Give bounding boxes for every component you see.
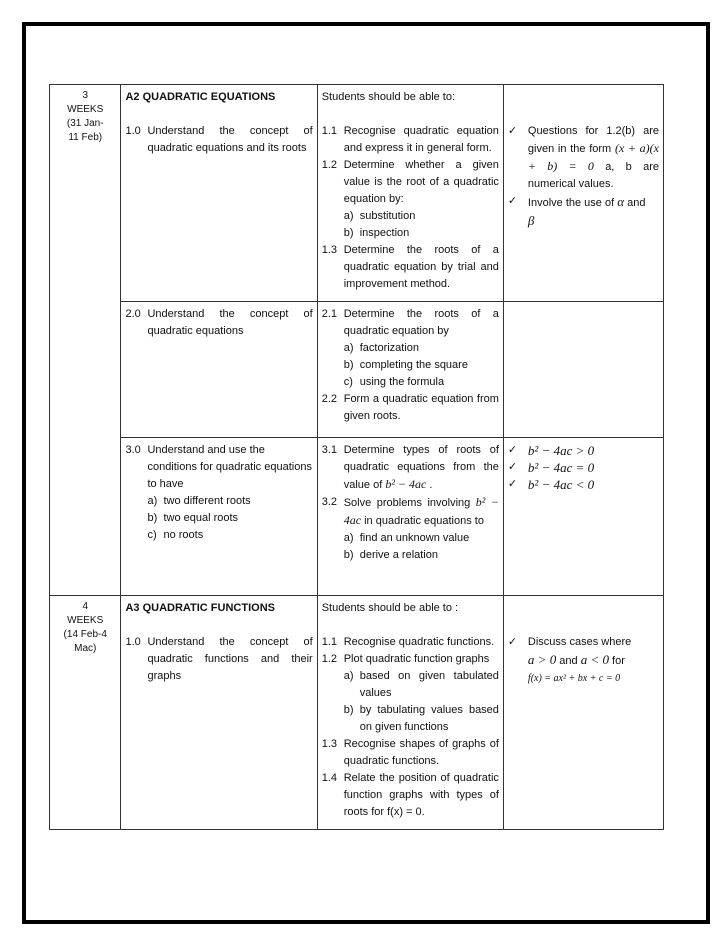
outcome-item: 1.2 Determine whether a given value is the root of a quadratic equation by: a) substitution b) inspection xyxy=(321,159,499,239)
table-row xyxy=(50,302,664,438)
week-dates: (14 Feb-4 Mac) xyxy=(63,629,107,654)
outcome-item: 2.1 Determine the roots of a quadratic equation by a) factorization b) completing the square c) using the formula xyxy=(321,308,499,388)
outcome-item: 1.2 Plot quadratic function graphs a) based on given tabulated values b) by tabulating values based on given functions xyxy=(321,653,499,733)
outcomes-cell xyxy=(317,438,503,596)
outcome-item: 3.2 Solve problems involving b² − 4ac in quadratic equations to a) find an unknown value b) derive a relation xyxy=(321,495,499,561)
check-icon: ✓ xyxy=(507,195,518,207)
check-icon: ✓ xyxy=(507,636,518,648)
week-cell xyxy=(50,596,121,830)
objective-item: 2.0 Understand the concept of quadratic equations xyxy=(125,308,313,337)
notes-cell xyxy=(503,596,663,830)
objective-item: 3.0 Understand and use the conditions for quadratic equations to have a) two different roots b) two equal roots c) no roots xyxy=(125,444,312,541)
note-item: ✓ Questions for 1.2(b) are given in the form (x + a)(x + b) = 0 a, b are numerical values. xyxy=(508,123,659,193)
notes-cell xyxy=(503,438,663,596)
check-icon: ✓ xyxy=(507,461,518,473)
outcome-item: 1.1 Recognise quadratic equation and express it in general form. xyxy=(321,125,499,154)
outcome-item: 1.4 Relate the position of quadratic function graphs with types of roots for f(x) = 0. xyxy=(321,772,499,818)
outcome-item: 3.1 Determine types of roots of quadratic equations from the value of b² − 4ac . xyxy=(321,444,499,491)
objective-cell xyxy=(121,438,317,596)
check-icon: ✓ xyxy=(507,125,518,137)
notes-cell xyxy=(503,85,663,302)
topic-title: A2 QUADRATIC EQUATIONS xyxy=(125,91,276,103)
note-item: ✓ b² − 4ac = 0 xyxy=(507,460,595,475)
week-dates: (31 Jan-11 Feb) xyxy=(66,118,104,143)
note-item: ✓ Involve the use of α and β xyxy=(508,193,659,231)
outcomes-cell xyxy=(317,85,503,302)
objective-cell xyxy=(121,85,317,302)
check-icon: ✓ xyxy=(507,444,518,456)
note-item: ✓ Discuss cases where a > 0 and a < 0 for f(x) = ax² + bx + c = 0 xyxy=(508,634,659,687)
objective-item: 1.0 Understand the concept of quadratic equations and its roots xyxy=(125,125,313,154)
check-icon: ✓ xyxy=(507,478,518,490)
week-number: 3 xyxy=(82,90,88,101)
week-number: 4 xyxy=(82,601,88,612)
outcomes-cell xyxy=(317,596,503,830)
outcome-item: 1.3 Recognise shapes of graphs of quadratic functions. xyxy=(321,738,499,767)
objective-item: 1.0 Understand the concept of quadratic functions and their graphs xyxy=(125,636,313,682)
outcome-item: 1.3 Determine the roots of a quadratic equation by trial and improvement method. xyxy=(321,244,499,290)
syllabus-table xyxy=(49,84,664,830)
outcomes-intro: Students should be able to: xyxy=(321,91,456,103)
table-row xyxy=(50,85,664,302)
week-label: WEEKS xyxy=(67,615,104,626)
objective-cell xyxy=(121,596,317,830)
week-cell xyxy=(50,85,121,596)
outcomes-cell xyxy=(317,302,503,438)
table-row xyxy=(50,438,664,596)
outcome-item: 1.1 Recognise quadratic functions. xyxy=(321,636,495,648)
note-item: ✓ b² − 4ac > 0 xyxy=(507,443,595,458)
notes-cell xyxy=(503,302,663,438)
outcomes-intro: Students should be able to : xyxy=(321,602,459,614)
table-row xyxy=(50,596,664,830)
note-item: ✓ b² − 4ac < 0 xyxy=(507,477,595,492)
week-label: WEEKS xyxy=(67,104,104,115)
objective-cell xyxy=(121,302,317,438)
outcome-item: 2.2 Form a quadratic equation from given roots. xyxy=(321,393,499,422)
topic-title: A3 QUADRATIC FUNCTIONS xyxy=(125,602,275,614)
